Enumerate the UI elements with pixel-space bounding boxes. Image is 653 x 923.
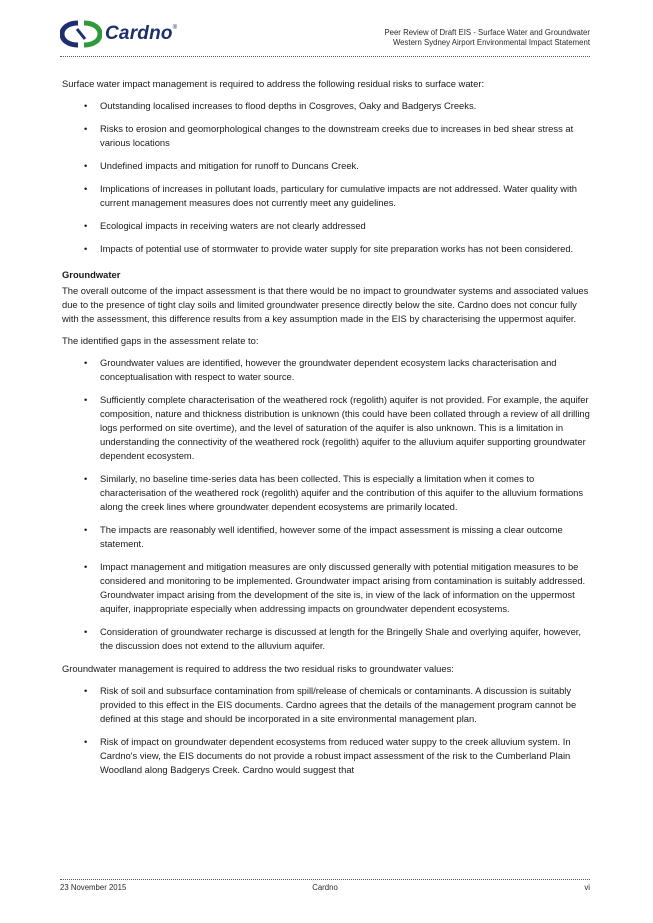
header-line-1: Peer Review of Draft EIS - Surface Water and Groundwater [384, 28, 590, 37]
list-item: • Similarly, no baseline time-series data has been collected. This is especially a limitation when it comes to characterisation of the weathered rock (regolith) aquifer and the contribution of this aquifer to the alluvium formations along the creek lines where groundwater dependent ecosystems are primarily located. [84, 473, 584, 512]
cardno-logo-icon [60, 20, 102, 48]
footer-divider [60, 879, 590, 880]
list-item: • Risk of impact on groundwater dependent ecosystems from reduced water suppy to the creek alluvium system. In Cardno's view, the EIS documents do not provide a robust impact assessment of the risk to the Cumberland Plain Woodland along Badgerys Creek. Cardno would suggest that [84, 736, 571, 775]
bullet-icon: • [84, 220, 88, 231]
list-item: • Impacts of potential use of stormwater to provide water supply for site preparation works has not been considered. [84, 243, 574, 254]
list-item: • The impacts are reasonably well identified, however some of the impact assessment is missing a clear outcome statement. [84, 524, 563, 549]
groundwater-paragraph: The overall outcome of the impact assessment is that there would be no impact to groundwater systems and associated values due to the presence of tight clay soils and limited groundwater presence directly below the site. Cardno does not concur fully with the assessment, this difference results from a key assumption made in the EIS by characterising the uppermost aquifer. [62, 285, 589, 324]
groundwater-risk-list [62, 684, 590, 777]
bullet-icon: • [84, 524, 88, 535]
list-item: • Sufficiently complete characterisation of the weathered rock (regolith) aquifer is not provided. For example, the aquifer composition, nature and thickness distribution is unknown (this could have been collated through a review of all drilling logs performed on site overtime), and the level of saturation of the aquifer is also unknown. This is a limitation in understanding the connectivity of the weathered rock (regolith) aquifer to the alluvium aquifer supporting groundwater dependent ecosystem. [84, 394, 590, 461]
gaps-list [62, 356, 590, 653]
list-item: • Ecological impacts in receiving waters are not clearly addressed [84, 220, 366, 231]
registered-mark: ® [172, 25, 178, 31]
groundwater-management-intro: Groundwater management is required to address the two residual risks to groundwater values: [62, 663, 454, 674]
list-item: • Undefined impacts and mitigation for runoff to Duncans Creek. [84, 160, 359, 171]
surface-risk-list [62, 99, 590, 256]
bullet-icon: • [84, 123, 88, 134]
bullet-icon: • [84, 473, 88, 484]
footer-company: Cardno [312, 883, 338, 892]
bullet-icon: • [84, 561, 88, 572]
bullet-icon: • [84, 626, 88, 637]
bullet-icon: • [84, 685, 88, 696]
header-divider [60, 56, 590, 57]
bullet-icon: • [84, 183, 88, 194]
bullet-icon: • [84, 736, 88, 747]
page-header [60, 18, 590, 58]
bullet-icon: • [84, 160, 88, 171]
footer-page-number: vi [584, 883, 590, 892]
bullet-icon: • [84, 243, 88, 254]
list-item: • Outstanding localised increases to flood depths in Cosgroves, Oaky and Badgerys Creeks. [84, 100, 477, 111]
body-content [62, 77, 590, 786]
list-item: • Consideration of groundwater recharge is discussed at length for the Bringelly Shale and overlying aquifer, however, the discussion does not extend to the alluvium aquifer. [84, 626, 582, 651]
cardno-logo [60, 20, 177, 48]
surface-intro: Surface water impact management is required to address the following residual risks to surface water: [62, 78, 485, 89]
page-footer [60, 883, 590, 895]
header-document-title [384, 28, 590, 48]
bullet-icon: • [84, 100, 88, 111]
list-item: • Risks to erosion and geomorphological changes to the downstream creeks due to increases in bed shear stress at various locations [84, 123, 574, 148]
bullet-icon: • [84, 357, 88, 368]
list-item: • Implications of increases in pollutant loads, particulary for cumulative impacts are not addressed. Water quality with current management measures does not currently meet any guidelines. [84, 183, 577, 208]
list-item: • Impact management and mitigation measures are only discussed generally with potential mitigation measures to be considered and monitoring to be implemented. Groundwater impact arising from contamination is suitably addressed. Groundwater impact arising from the development of the site is, in view of the lack of information on the uppermost aquifer, inappropriate especially when addressing impacts on groundwater dependent ecosystems. [84, 561, 586, 614]
footer-date: 23 November 2015 [60, 883, 127, 892]
list-item: • Risk of soil and subsurface contamination from spill/release of chemicals or contaminants. A discussion is suitably provided to this effect in the EIS documents. Cardno agrees that the details of the management program cannot be defined at this stage and should be incorporated in a site environmental management plan. [84, 685, 577, 724]
header-line-2: Western Sydney Airport Environmental Impact Statement [392, 38, 590, 47]
groundwater-heading: Groundwater [62, 269, 121, 280]
list-item: • Groundwater values are identified, however the groundwater dependent ecosystem lacks characterisation and conceptualisation with respect to water source. [84, 357, 557, 382]
bullet-icon: • [84, 394, 88, 405]
logo-text: Cardno [105, 23, 173, 44]
gaps-intro: The identified gaps in the assessment relate to: [62, 335, 259, 346]
